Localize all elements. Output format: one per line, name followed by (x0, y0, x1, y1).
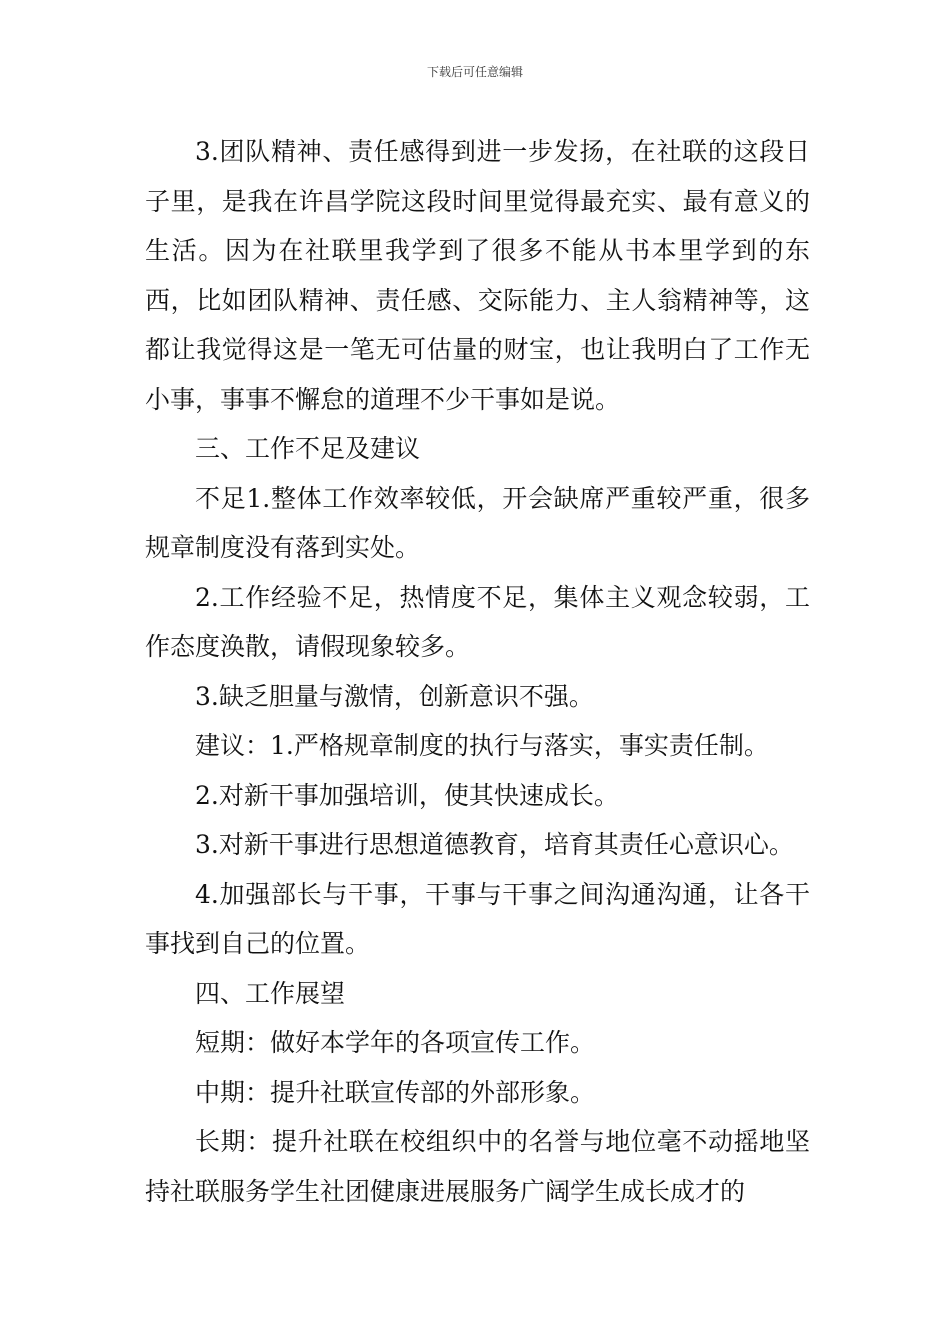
paragraph-suggestion-4: 4.加强部长与干事，干事与干事之间沟通沟通，让各干事找到自己的位置。 (145, 879, 810, 958)
paragraph-suggestion-1: 建议：1.严格规章制度的执行与落实，事实责任制。 (195, 731, 769, 760)
paragraph-mid-term: 中期：提升社联宣传部的外部形象。 (195, 1077, 596, 1107)
paragraph-shortcoming-2: 2.工作经验不足，热情度不足，集体主义观念较弱，工作态度涣散，请假现象较多。 (145, 582, 810, 661)
paragraph-shortcoming-1: 不足1.整体工作效率较低，开会缺席严重较严重，很多规章制度没有落到实处。 (145, 483, 810, 562)
paragraph-team-spirit: 3.团队精神、责任感得到进一步发扬，在社联的这段日子里，是我在许昌学院这段时间里觉得最充实、最有意义的生活。因为在社联里我学到了很多不能从书本里学到的东西，比如团队精神、责任感、交际能力、主人翁精神等，这都让我觉得这是一笔无可估量的财宝，也让我明白了工作无小事，事事不懈怠的道理不少干事如是说。 (145, 137, 810, 414)
section-heading-outlook: 四、工作展望 (195, 978, 346, 1008)
paragraph-long-term: 长期：提升社联在校组织中的名誉与地位毫不动摇地坚持社联服务学生社团健康进展服务广阔学生成长成才的 (145, 1127, 810, 1206)
paragraph-suggestion-3: 3.对新干事进行思想道德教育，培育其责任心意识心。 (195, 830, 794, 859)
document-body (145, 127, 810, 1216)
paragraph-suggestion-2: 2.对新干事加强培训，使其快速成长。 (195, 780, 619, 810)
paragraph-shortcoming-3: 3.缺乏胆量与激情，创新意识不强。 (195, 681, 594, 711)
page-header-note: 下载后可任意编辑 (426, 65, 523, 79)
paragraph-short-term: 短期：做好本学年的各项宣传工作。 (195, 1028, 596, 1057)
section-heading-shortcomings: 三、工作不足及建议 (195, 434, 421, 463)
